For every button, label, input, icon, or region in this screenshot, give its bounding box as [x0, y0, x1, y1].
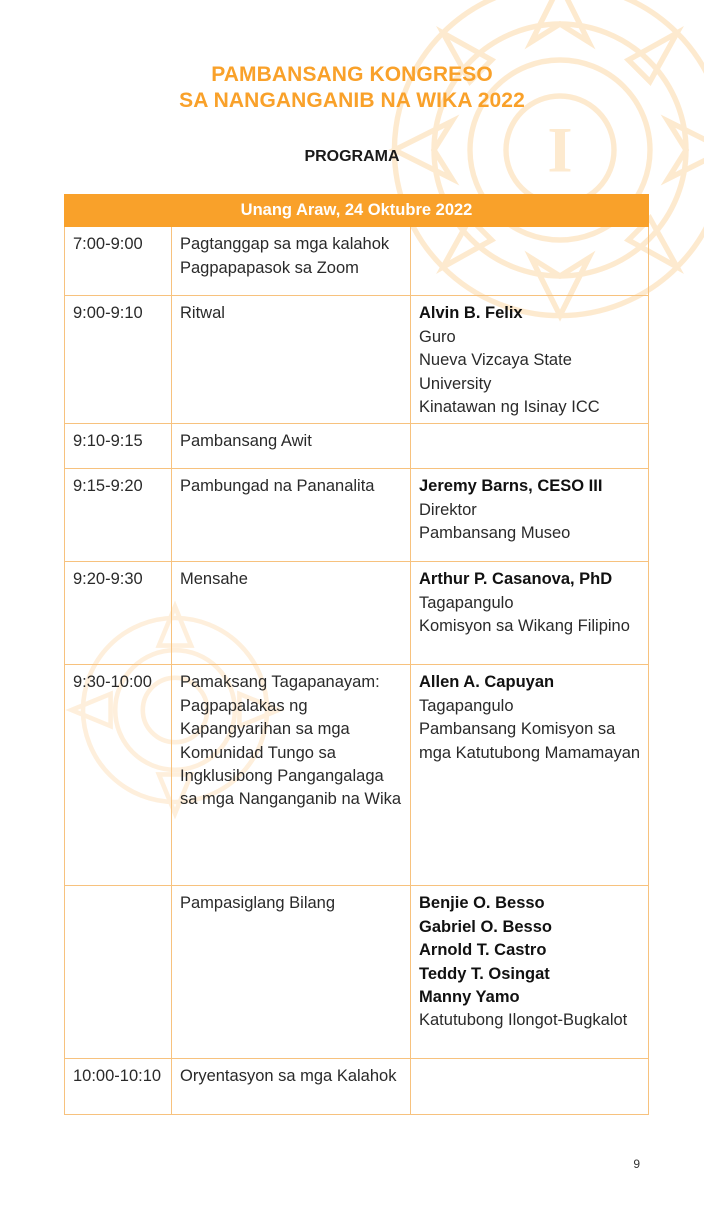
speaker-name: Benjie O. Besso [419, 894, 545, 913]
time-cell: 9:15-9:20 [65, 469, 172, 562]
speaker-cell [411, 296, 649, 424]
time-cell: 7:00-9:00 [65, 227, 172, 296]
speaker-detail: Pambansang Museo [419, 524, 571, 543]
title-line-2: SA NANGANGANIB NA WIKA 2022 [179, 89, 525, 112]
speaker-detail: Tagapangulo [419, 696, 514, 715]
activity-text: Ritwal [180, 304, 225, 323]
speaker-name: Alvin B. Felix [419, 304, 523, 323]
time-cell: 9:10-9:15 [65, 424, 172, 469]
day-heading: Unang Araw, 24 Oktubre 2022 [65, 195, 649, 227]
table-row [65, 1059, 649, 1115]
speaker-name: Arnold T. Castro [419, 941, 547, 960]
activity-cell [172, 296, 411, 424]
table-row [65, 469, 649, 562]
speaker-detail: Nueva Vizcaya State University [419, 351, 572, 393]
speaker-cell [411, 562, 649, 665]
table-row [65, 296, 649, 424]
activity-cell [172, 1059, 411, 1115]
document-title [0, 62, 704, 114]
table-row [65, 227, 649, 296]
title-line-1: PAMBANSANG KONGRESO [211, 63, 493, 86]
activity-text: Pampasiglang Bilang [180, 894, 336, 913]
activity-text: Pambansang Awit [180, 432, 312, 451]
activity-cell [172, 886, 411, 1059]
speaker-name: Jeremy Barns, CESO III [419, 477, 603, 496]
svg-text:I: I [547, 114, 573, 187]
activity-text: Mensahe [180, 570, 248, 589]
activity-cell [172, 562, 411, 665]
activity-cell [172, 665, 411, 886]
table-row [65, 886, 649, 1059]
speaker-detail: Direktor [419, 500, 477, 519]
table-row [65, 562, 649, 665]
activity-text: Pambungad na Pananalita [180, 477, 375, 496]
speaker-cell [411, 424, 649, 469]
activity-text: Pagtanggap sa mga kalahok [180, 235, 390, 254]
speaker-cell [411, 1059, 649, 1115]
speaker-cell [411, 886, 649, 1059]
activity-cell [172, 469, 411, 562]
time-cell: 9:30-10:00 [65, 665, 172, 886]
speaker-name: Gabriel O. Besso [419, 917, 552, 936]
speaker-cell [411, 469, 649, 562]
table-row [65, 424, 649, 469]
section-heading: PROGRAMA [304, 148, 400, 165]
activity-cell [172, 424, 411, 469]
activity-text: Pamaksang Tagapanayam: Pagpapalakas ng Kapangyarihan sa mga Komunidad Tungo sa Ingklusibong Pangangalaga sa mga Nanganganib na Wika [180, 673, 402, 809]
time-cell [65, 886, 172, 1059]
speaker-detail: Pambansang Komisyon sa mga Katutubong Mamamayan [419, 720, 641, 762]
speaker-name: Manny Yamo [419, 988, 520, 1007]
speaker-name: Allen A. Capuyan [419, 673, 555, 692]
speaker-detail: Kinatawan ng Isinay ICC [419, 398, 600, 417]
time-cell: 9:20-9:30 [65, 562, 172, 665]
speaker-name: Teddy T. Osingat [419, 964, 550, 983]
program-table [64, 194, 649, 1115]
time-cell: 10:00-10:10 [65, 1059, 172, 1115]
page-number: 9 [633, 1157, 640, 1171]
activity-cell [172, 227, 411, 296]
activity-text: Oryentasyon sa mga Kalahok [180, 1067, 397, 1086]
speaker-detail: Katutubong Ilongot-Bugkalot [419, 1011, 628, 1030]
speaker-detail: Tagapangulo [419, 593, 514, 612]
speaker-cell [411, 227, 649, 296]
activity-text: Pagpapapasok sa Zoom [180, 258, 359, 277]
speaker-detail: Komisyon sa Wikang Filipino [419, 617, 630, 636]
time-cell: 9:00-9:10 [65, 296, 172, 424]
day-heading-row [65, 195, 649, 227]
table-row [65, 665, 649, 886]
speaker-cell [411, 665, 649, 886]
speaker-detail: Guro [419, 327, 456, 346]
speaker-name: Arthur P. Casanova, PhD [419, 570, 613, 589]
